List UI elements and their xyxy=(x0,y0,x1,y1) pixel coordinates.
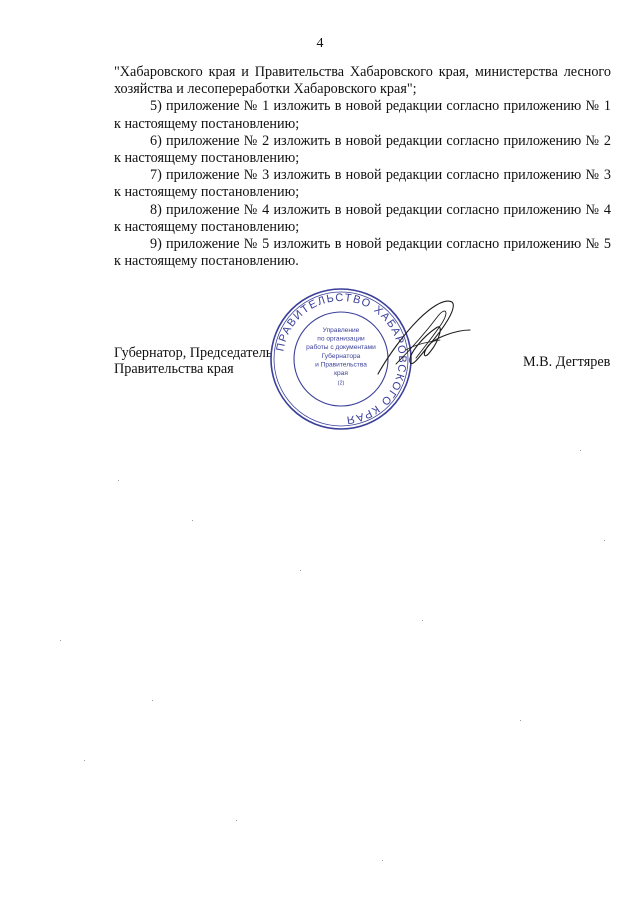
scan-speck xyxy=(192,520,193,521)
signer-name: М.В. Дегтярев xyxy=(523,354,611,370)
paragraph: 5) приложение № 1 изложить в новой редакции согласно приложению № 1 к настоящему постановлению; xyxy=(114,98,611,132)
scan-speck xyxy=(236,820,237,821)
scan-speck xyxy=(422,620,423,621)
seal-center-line: работы с документами xyxy=(306,344,376,352)
scan-speck xyxy=(84,760,85,761)
paragraph: 7) приложение № 3 изложить в новой редакции согласно приложению № 3 к настоящему постановлению; xyxy=(114,167,611,201)
handwritten-signature xyxy=(366,290,476,382)
seal-ring-text: ПРАВИТЕЛЬСТВО ХАБАРОВСКОГО КРАЯ xyxy=(274,291,409,426)
scan-speck xyxy=(580,450,581,451)
paragraph: 6) приложение № 2 изложить в новой редакции согласно приложению № 2 к настоящему постановлению; xyxy=(114,132,611,167)
paragraph: 8) приложение № 4 изложить в новой редакции согласно приложению № 4 к настоящему постановлению; xyxy=(114,201,611,235)
signature-position xyxy=(114,346,272,377)
document-body xyxy=(114,64,611,270)
scan-speck xyxy=(382,860,383,861)
page-number: 4 xyxy=(316,36,324,51)
seal-center-line: Губернатора xyxy=(321,352,361,360)
seal-center-line: Управление xyxy=(322,327,360,334)
scan-speck xyxy=(118,480,119,481)
scan-speck xyxy=(60,640,61,641)
scan-speck xyxy=(152,700,153,701)
position-line-2: Правительства края xyxy=(114,360,234,377)
seal-number: (2) xyxy=(337,380,345,387)
scan-speck xyxy=(300,570,301,571)
seal-center-line: края xyxy=(334,370,348,377)
scan-speck xyxy=(520,720,521,721)
seal-center-line: по организации xyxy=(317,335,365,343)
position-line-1: Губернатор, Председатель xyxy=(114,345,273,361)
scan-speck xyxy=(604,540,605,541)
paragraph: 9) приложение № 5 изложить в новой редакции согласно приложению № 5 к настоящему постановлению. xyxy=(114,236,611,270)
paragraph: "Хабаровского края и Правительства Хабаровского края, министерства лесного хозяйства и лесопереработки Хабаровского края"; xyxy=(114,64,611,98)
seal-center-line: и Правительства xyxy=(315,361,367,369)
